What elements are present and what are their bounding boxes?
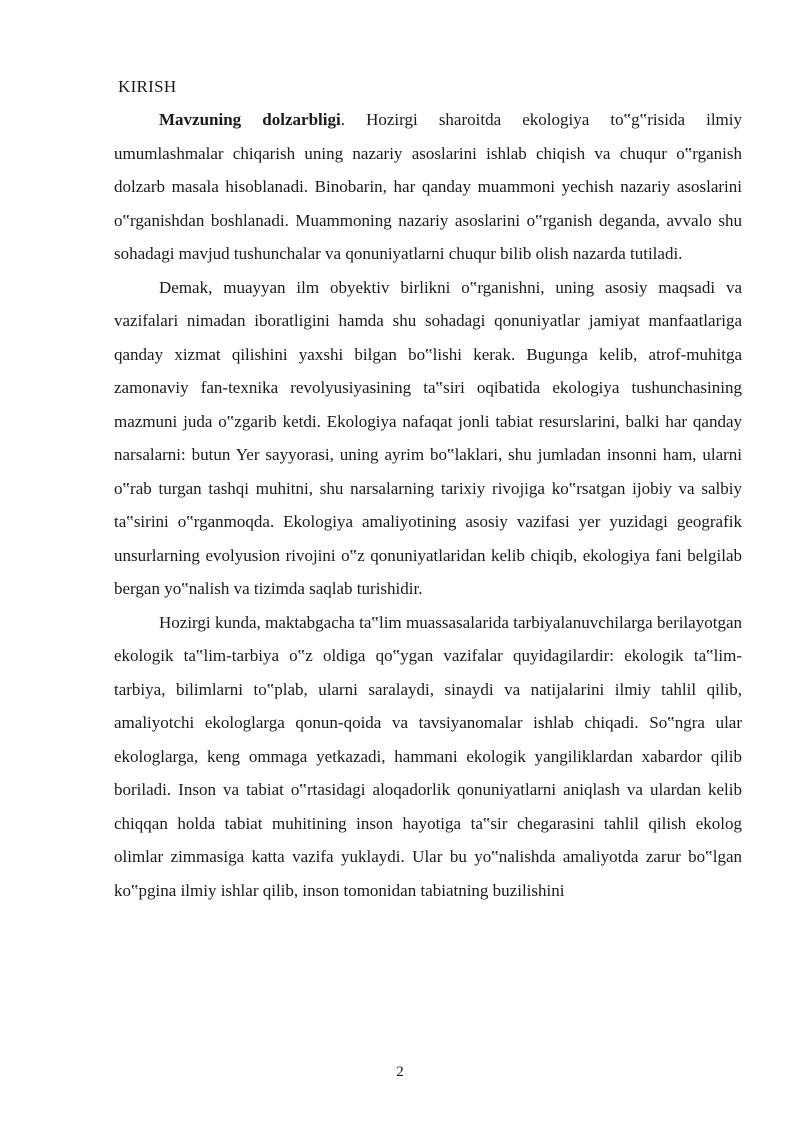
document-body <box>114 70 742 907</box>
page-number: 2 <box>396 1064 404 1080</box>
section-heading: KIRISH <box>118 77 177 96</box>
paragraph-text: Demak, muayyan ilm obyektiv birlikni o‟rganishni, uning asosiy maqsadi va vazifalari nimadan iboratligini hamda shu sohadagi qonuniyatlar jamiyat manfaatlariga qanday xizmat qilishini yaxshi bilgan bo‟lishi kerak. Bugunga kelib, atrof-muhitga zamonaviy fan-texnika revolyusiyasining ta‟siri oqibatida ekologiya tushunchasining mazmuni juda o‟zgarib ketdi. Ekologiya nafaqat jonli tabiat resurslarini, balki har qanday narsalarni: butun Yer sayyorasi, uning ayrim bo‟laklari, shu jumladan insonni ham, ularni o‟rab turgan tashqi muhitni, shu narsalarning tarixiy rivojiga ko‟rsatgan ijobiy va salbiy ta‟sirini o‟rganmoqda. Ekologiya amaliyotining asosiy vazifasi yer yuzidagi geografik unsurlarning evolyusion rivojini o‟z qonuniyatlaridan kelib chiqib, ekologiya fani belgilab bergan yo‟nalish va tizimda saqlab turishidir. <box>114 277 742 598</box>
paragraph-preschool-education <box>114 606 742 908</box>
paragraph-ecology-study <box>114 271 742 606</box>
paragraph-lead-bold: Mavzuning dolzarbligi <box>159 110 341 129</box>
paragraph-text: Hozirgi kunda, maktabgacha ta‟lim muassasalarida tarbiyalanuvchilarga berilayotgan ekologik ta‟lim-tarbiya o‟z oldiga qo‟ygan vazifalar quyidagilardir: ekologik ta‟lim-tarbiya, bilimlarni to‟plab, ularni saralaydi, sinaydi va natijalarini ilmiy tahlil qilib, amaliyotchi ekologlarga qonun-qoida va tavsiyanomalar ishlab chiqadi. So‟ngra ular ekologlarga, keng ommaga yetkazadi, hammani ekologik yangiliklardan xabardor qilib boriladi. Inson va tabiat o‟rtasidagi aloqadorlik qonuniyatlarni aniqlash va ulardan kelib chiqqan holda tabiat muhitining inson hayotiga ta‟sir chegarasini tahlil qilish ekolog olimlar zimmasiga katta vazifa yuklaydi. Ular bu yo‟nalishda amaliyotda zarur bo‟lgan ko‟pgina ilmiy ishlar qilib, inson tomonidan tabiatning buzilishini <box>114 612 742 900</box>
paragraph-text: . Hozirgi sharoitda ekologiya to‟g‟risida ilmiy umumlashmalar chiqarish uning nazariy asoslarini ishlab chiqish va chuqur o‟rganish dolzarb masala hisoblanadi. Binobarin, har qanday muammoni yechish nazariy asoslarini o‟rganishdan boshlanadi. Muammoning nazariy asoslarini o‟rganish deganda, avvalo shu sohadagi mavjud tushunchalar va qonuniyatlarni chuqur bilib olish nazarda tutiladi. <box>114 110 743 263</box>
paragraph-relevance <box>114 103 742 271</box>
